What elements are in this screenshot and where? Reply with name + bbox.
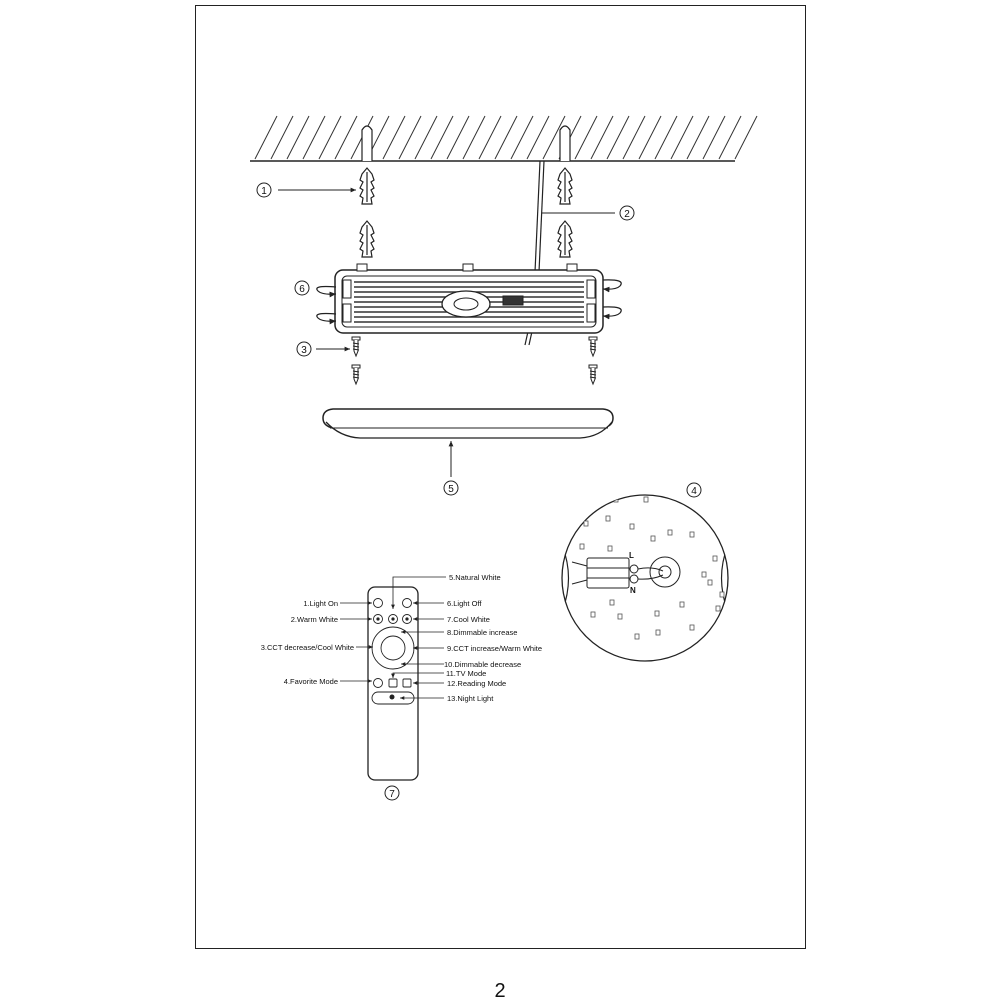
lamp-surface-dot	[644, 497, 648, 502]
ceiling-holes	[362, 126, 570, 161]
label-dim-increase: 8.Dimmable increase	[447, 628, 518, 637]
ceiling-hatch-line	[431, 116, 453, 159]
ceiling-hatch-line	[703, 116, 725, 159]
neutral-wire-label: N	[630, 586, 636, 595]
ceiling-hatch-line	[687, 116, 709, 159]
lamp-surface-dot	[584, 521, 588, 526]
label-tv-mode: 11.TV Mode	[446, 669, 487, 678]
lamp-surface-dot	[668, 530, 672, 535]
label-cool-white: 7.Cool White	[447, 615, 490, 624]
ceiling-hatch-line	[719, 116, 741, 159]
mounting-plate	[335, 264, 603, 333]
light-on-button[interactable]	[374, 599, 383, 608]
live-wire-label: L	[629, 551, 634, 560]
lamp-surface-dot	[610, 600, 614, 605]
ceiling-hatch-line	[511, 116, 533, 159]
ceiling-hatch-line	[607, 116, 629, 159]
ceiling-hatch-line	[447, 116, 469, 159]
screw-icon	[352, 337, 597, 384]
tv-mode-button[interactable]	[389, 679, 397, 687]
ceiling-hatch-line	[255, 116, 277, 159]
lamp-surface-dot	[690, 532, 694, 537]
label-favorite-mode: 4.Favorite Mode	[283, 677, 338, 686]
lamp-surface-dot	[655, 611, 659, 616]
ceiling-hatch-line	[463, 116, 485, 159]
ceiling-hatch-line	[495, 116, 517, 159]
reading-mode-button[interactable]	[403, 679, 411, 687]
ceiling-hatch-line	[623, 116, 645, 159]
ceiling-hatch-line	[287, 116, 309, 159]
ceiling-hatch-line	[303, 116, 325, 159]
ceiling-hatch-line	[335, 116, 357, 159]
callout-6-label: 6	[299, 284, 305, 295]
ceiling-hatch-line	[399, 116, 421, 159]
ceiling-hatch-line	[735, 116, 757, 159]
label-warm-white: 2.Warm White	[290, 615, 338, 624]
lamp-surface-dot	[690, 625, 694, 630]
wiring-detail	[562, 495, 728, 661]
label-light-on: 1.Light On	[303, 599, 338, 608]
label-dim-decrease: 10.Dimmable decrease	[444, 660, 522, 669]
ceiling-hatch-line	[415, 116, 437, 159]
ceiling-hatch-line	[639, 116, 661, 159]
label-night-light: 13.Night Light	[447, 694, 494, 703]
ceiling-hatch-line	[271, 116, 293, 159]
ceiling-hatch-line	[591, 116, 613, 159]
label-natural-white: 5.Natural White	[449, 573, 501, 582]
dial-center-button[interactable]	[381, 636, 405, 660]
remote-control	[368, 587, 418, 780]
label-cct-increase: 9.CCT increase/Warm White	[447, 644, 543, 653]
ceiling-hatch-line	[383, 116, 405, 159]
ceiling-hatch-line	[479, 116, 501, 159]
ceiling-hatch-line	[671, 116, 693, 159]
lamp-surface-dot	[580, 544, 584, 549]
lamp-surface-dot	[713, 556, 717, 561]
lamp-surface-dot	[618, 614, 622, 619]
callout-2-label: 2	[624, 209, 630, 220]
page-number: 2	[494, 980, 506, 1002]
lamp-surface-dot	[720, 592, 724, 597]
favorite-mode-button[interactable]	[374, 679, 383, 688]
ceiling-hatch-line	[527, 116, 549, 159]
label-light-off: 6.Light Off	[447, 599, 482, 608]
ceiling-hatch-line	[655, 116, 677, 159]
label-cct-decrease: 3.CCT decrease/Cool White	[260, 643, 354, 652]
callout-5-label: 5	[448, 484, 454, 495]
lamp-surface-dot	[608, 546, 612, 551]
lamp-surface-dot	[702, 572, 706, 577]
callout-4-label: 4	[691, 486, 697, 497]
ceiling-hatch-line	[575, 116, 597, 159]
lamp-surface-dot	[651, 536, 655, 541]
lamp-surface-dot	[635, 634, 639, 639]
light-off-button[interactable]	[403, 599, 412, 608]
callout-7-label: 7	[389, 789, 395, 800]
lamp-surface-dot	[630, 524, 634, 529]
callout-3-label: 3	[301, 345, 307, 356]
callout-1-label: 1	[261, 186, 267, 197]
moon-icon	[390, 695, 395, 700]
label-reading-mode: 12.Reading Mode	[447, 679, 507, 688]
lamp-surface-dot	[680, 602, 684, 607]
lamp-surface-dot	[606, 516, 610, 521]
lamp-surface-dot	[716, 606, 720, 611]
lamp-surface-dot	[656, 630, 660, 635]
lamp-surface-dot	[708, 580, 712, 585]
ceiling	[250, 116, 757, 161]
ceiling-hatch-line	[319, 116, 341, 159]
lamp-body	[323, 409, 613, 438]
lamp-surface-dot	[591, 612, 595, 617]
